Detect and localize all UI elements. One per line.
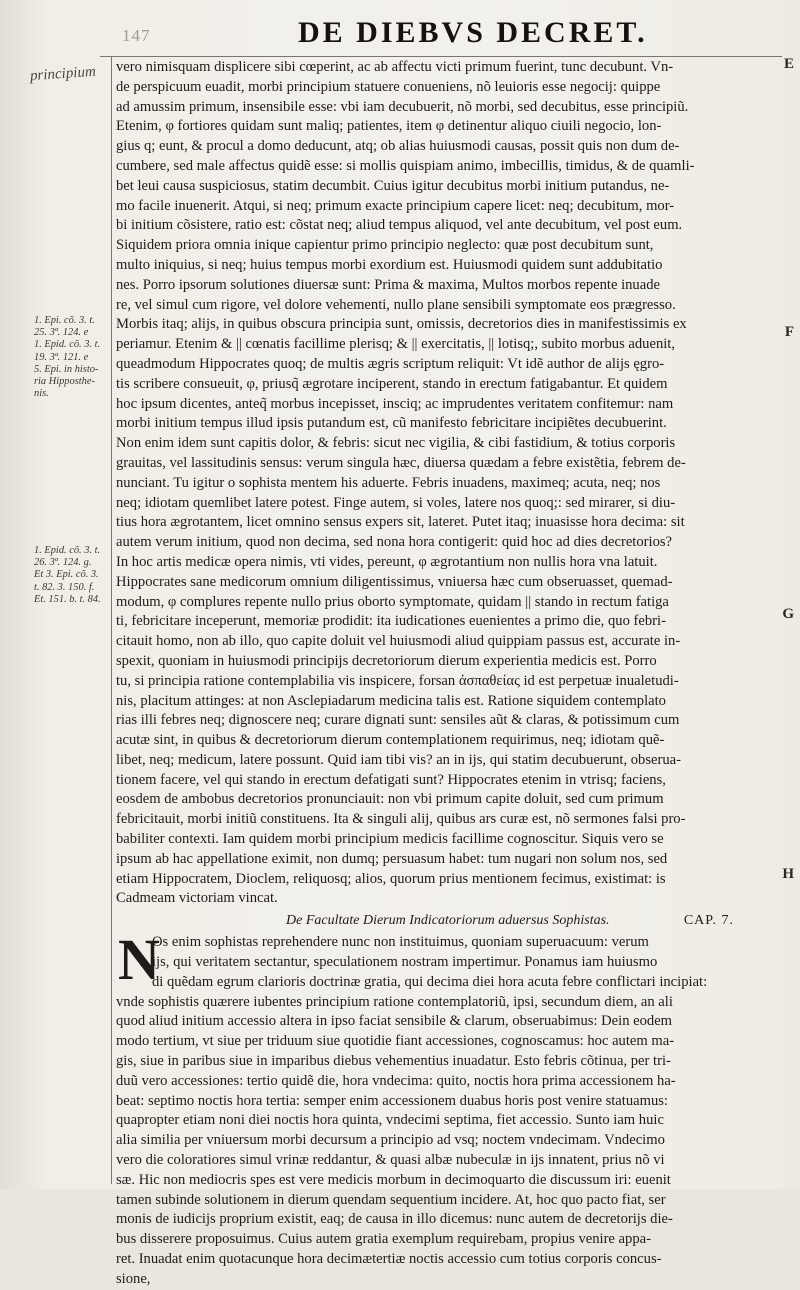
body-text — [116, 58, 764, 1290]
text-line: eosdem de ambobus decretorios pronunciauit: non vbi primum capite doluit, sed cum primum — [116, 791, 664, 808]
text-line: hoc ipsum dicentes, anteq̃ morbus incepisset, insciq; ac imprudentes veritatem confitemur: nam — [116, 395, 674, 412]
text-line: modo tertium, vt siue per triduum siue quotidie fiant accessiones, cognoscamus: hoc autem ma- — [116, 1033, 675, 1050]
text-line: vnde sophistis quærere iubentes principium ratione contemplatoriũ, ipsi, secundum diem, an ali — [116, 993, 673, 1010]
text-line: ti, febricitare inceperunt, memoriæ prodidit: ita iudicationes euenientes a primo die, quo febri- — [116, 613, 666, 630]
marginal-note-line: ria Hipposthe- — [34, 376, 95, 388]
handwritten-annotation: principium — [29, 63, 97, 85]
text-line: gis, siue in paribus siue in imparibus diebus vehementius inuadatur. Esto febris cõtinua, per tri- — [116, 1053, 671, 1070]
text-line: nunciant. Tu igitur o sophista mentem his aduerte. Febris inuadens, maximeq; acuta, neq; nos — [116, 474, 661, 491]
marginal-note-line: Et. 151. b. t. 84. — [34, 593, 101, 605]
paragraph-block — [116, 927, 764, 1289]
marginal-note-line: 25. 3ª. 124. e — [34, 327, 89, 339]
text-line: quapropter etiam noni diei noctis hora quinta, vndecimi septima, fiet accessio. Sunto iam huic — [116, 1112, 664, 1129]
text-line: libet, neq; medicum, latere possunt. Quid iam tibi vis? an in ijs, qui statim decubuerunt, obserua- — [116, 751, 681, 768]
text-line: Os enim sophistas reprehendere nunc non instituimus, quoniam superuacuum: verum — [152, 934, 649, 951]
text-line: tamen subinde solutionem in dierum quendam sequentium incidere. At, hoc quo pacto fiat, ser — [116, 1191, 666, 1208]
text-line: vero die coloratiores simul vrinæ reddantur, & quasi albæ nubeculæ in ijs innatent, prius nõ vi — [116, 1152, 665, 1169]
marginal-note — [34, 315, 100, 400]
text-line: febricitauit, morbi initiũ constituens. Ita & singuli alij, quibus ars curæ est, nõ sermones falsi pro- — [116, 811, 686, 828]
section-letter-f: F — [784, 324, 794, 340]
drop-cap: N — [118, 927, 160, 993]
text-line: sæ. Hic non mediocris spes est vere medicis morbum in decimoquarto die discussum iri: euenit — [116, 1171, 671, 1188]
paragraph-block — [116, 58, 764, 909]
text-line: sione, — [116, 1270, 151, 1287]
text-line: Hippocrates sane medicorum omnium diligentissimus, vniuersa hæc cum obseruasset, quemad- — [116, 573, 673, 590]
text-line: beat: septimo noctis hora tertia: semper enim accessionem duabus horis post venire statuamus: — [116, 1092, 668, 1109]
chapter-number: CAP. 7. — [683, 913, 734, 929]
text-line: quod aliud initium accessio altera in ipso faciat sensibile & clarum, obseruabimus: Dein eodem — [116, 1013, 673, 1030]
section-letter-g: G — [782, 606, 794, 622]
page-number: 147 — [122, 26, 151, 45]
marginal-note-line: 5. Epi. in histo- — [34, 363, 99, 375]
section-letter-e: E — [783, 56, 794, 72]
header-rule — [100, 56, 782, 57]
text-line: spexit, quoniam in huiusmodi principijs decretoriorum dierum experientia medicis est. Porro — [116, 652, 657, 669]
marginal-note-line: nis. — [34, 388, 49, 400]
text-line: Siquidem priora omnia inique capientur primo principio neglecto: quæ post decubitum sunt, — [116, 237, 654, 254]
text-line: tis scribere consueuit, φ, priusq̃ ægrotare inciperent, stando in erectum fatigabantur. Et quidem — [116, 375, 668, 392]
text-line: In hoc artis medicæ opera nimis, vti vides, pereunt, φ ægrotantium non nullis hora vna latuit. — [116, 553, 658, 570]
text-line: gius q; eunt, & procul a domo deducunt, atq; ob alias huiusmodi causas, possit quis non dum de- — [116, 138, 680, 155]
text-line: Morbis itaq; alijs, in quibus obscura principia sunt, omissis, decretorios dies in manifestissimis ex — [116, 316, 687, 333]
text-line: ad amussim primum, insensibile esse: vbi iam decubuerit, nõ morbi, sed decubitus, esse principiũ. — [116, 98, 689, 115]
marginal-note-line: 1. Epid. cõ. 3. t. — [34, 545, 101, 556]
marginal-note-line: 1. Epid. cõ. 3. t. — [34, 339, 101, 351]
text-line: mo facile inuenerit. Atqui, si neq; primum exacte principium capere licet: neq; decubitum, mor- — [116, 197, 675, 214]
marginal-note-line: t. 82. 3. 150. f. — [34, 581, 95, 593]
text-line: modum, φ complures repente nullo prius oborto symptomate, quidam || stando in rectum fatiga — [116, 593, 669, 610]
section-letter-h: H — [782, 866, 794, 882]
text-line: cumbere, sed male affectus quidẽ esse: si mollis quispiam animo, imbecillis, timidus, & de quamli- — [116, 157, 695, 174]
text-line: bet leui causa suspiciosus, statim decumbit. Cuius igitur decubitus morbi initium putandus, ne- — [116, 177, 670, 194]
running-head: DE DIEBVS DECRET. — [298, 16, 648, 49]
marginal-note-line: 26. 3ª. 124. g. — [34, 557, 92, 569]
marginalia — [0, 60, 110, 1180]
text-line: grauitas, vel lassitudinis sensus: verum singula hæc, diuersa quædam a febre existẽtia, febrem de- — [116, 454, 686, 471]
text-line: neq; idiotam quemlibet latere potest. Finge autem, si voles, latere nos quoq;: sed mirarer, si diu- — [116, 494, 676, 511]
text-line: monis de iudicijs proprium existit, eaq; de causa in illo dicemus: nunc autem de decretorijs die- — [116, 1211, 673, 1228]
text-line: rias illi febres neq; dignoscere neq; curare dignati sunt: sensiles aũt & claras, & potissimum cum — [116, 712, 680, 729]
text-line: di quẽdam egrum clarioris doctrinæ gratia, qui decima diei hora acuta febre conflictari incipiat: — [152, 973, 708, 990]
text-line: alia similia per vniuersum morbi decursum a principio ad vsq; noctem vndecimam. Vndecimo — [116, 1132, 665, 1149]
chapter-title: De Facultate Dierum Indicatoriorum aduersus Sophistas. — [286, 913, 610, 929]
text-line: queadmodum Hippocrates quoq; de multis ægris scriptum reliquit: Vt idẽ author de alijs ęgro- — [116, 355, 665, 372]
text-line: multo iniquius, si neq; huius tempus morbi exordium est. Huiusmodi quidem sunt addubitatio — [116, 256, 663, 273]
text-line: tionem facere, vel qui stando in erectum defatigati sunt? Hippocrates etenim in vtrisq; faciens, — [116, 771, 666, 788]
text-line: periamur. Etenim & || cœnatis facillime plerisq; & || exercitatis, || lotisq;, subito morbus aduenit, — [116, 336, 676, 353]
chapter-heading — [116, 909, 764, 933]
marginal-note-line: 1. Epi. cõ. 3. t. — [34, 315, 95, 326]
text-line: tius hora ægrotantem, licet omnino sensus expers sit, lateret. Putet itaq; inuasisse hora decima: sit — [116, 514, 685, 531]
text-line: ipsum ab hac appellatione eximit, non dumq; persuasum habet: tum nugari non solum nos, sed — [116, 850, 668, 867]
marginal-note-line: Et 3. Epi. cõ. 3. — [34, 569, 99, 581]
margin-rule — [111, 56, 112, 1184]
text-line: Cadmeam victoriam vincat. — [116, 890, 278, 907]
text-line: vero nimisquam displicere sibi cœperint, ac ab affectu victi primum fuerint, tunc decubunt. Vn- — [116, 59, 674, 75]
text-line: tu, si principia ratione contemplabilia vis inspicere, forsan ἀσπαθείας id est perpetuæ inualetudi- — [116, 672, 679, 689]
text-line: morbi initium tempus illud ipsis putandum est, cũ manifesto febricitare incipiẽtes decubuerint. — [116, 415, 667, 432]
text-line: ret. Inuadat enim quotacunque hora decimætertiæ noctis accessio cum totius corporis concus- — [116, 1251, 662, 1268]
text-line: autem verum initium, quod non decima, sed nona hora contigerit: quid hoc ad dies decretorios? — [116, 534, 673, 551]
text-line: re, vel simul cum rigore, vel dolore vehementi, nullo plane sensibili symptomate eos prægresso. — [116, 296, 676, 313]
marginal-note — [34, 545, 101, 606]
text-line: bus disserere proposuimus. Cuius autem gratia exemplum requirebam, propius venire appa- — [116, 1231, 651, 1248]
text-line: nis, placitum attinges: at non Asclepiadarum medicina talis est. Ratione siquidem contemplato — [116, 692, 666, 709]
text-line: bi initium cõsistere, ratio est: cõstat neq; aliud tempus aliquod, vel ante decubitum, vel post eum. — [116, 217, 683, 234]
text-line: de perspicuum euadit, morbi principium statuere conueniens, nõ leuioris esse negocij: quippe — [116, 78, 661, 95]
text-line: etiam Hippocratem, Dioclem, reliquosq; alios, quorum prius mentionem fecimus, existimat: is — [116, 870, 666, 887]
text-line: duũ vero accessiones: tertio quidẽ die, hora vndecima: quito, noctis hora prima accessionem ha- — [116, 1072, 676, 1089]
text-line: Non enim idem sunt capitis dolor, & febris: sicut nec vigilia, & cibi fastidium, & totius corporis — [116, 435, 676, 452]
marginal-note-line: 19. 3ª. 121. e — [34, 351, 89, 363]
text-line: nes. Porro ipsorum solutiones diuersæ sunt: Prima & maxima, Multos morbos repente inuade — [116, 276, 660, 293]
text-line: Etenim, φ fortiores quidam sunt maliq; patientes, item φ detinentur aliquo ciuili negocio, lon- — [116, 118, 662, 135]
text-line: citauit homo, non ab illo, quo capite doluit vel huiusmodi aliud quippiam passus est, accurate in- — [116, 633, 681, 650]
text-line: acutæ sint, in quibus & decretoriorum dierum contemplationem requirimus, neq; idiotam quẽ- — [116, 732, 665, 749]
text-line: ijs, qui veritatem sectantur, speculationem nostram impertimur. Ponamus iam huiusmo — [152, 954, 658, 971]
text-line: babiliter contexti. Iam quidem morbi principium medicis facillime cognoscitur. Siquis vero se — [116, 831, 664, 848]
